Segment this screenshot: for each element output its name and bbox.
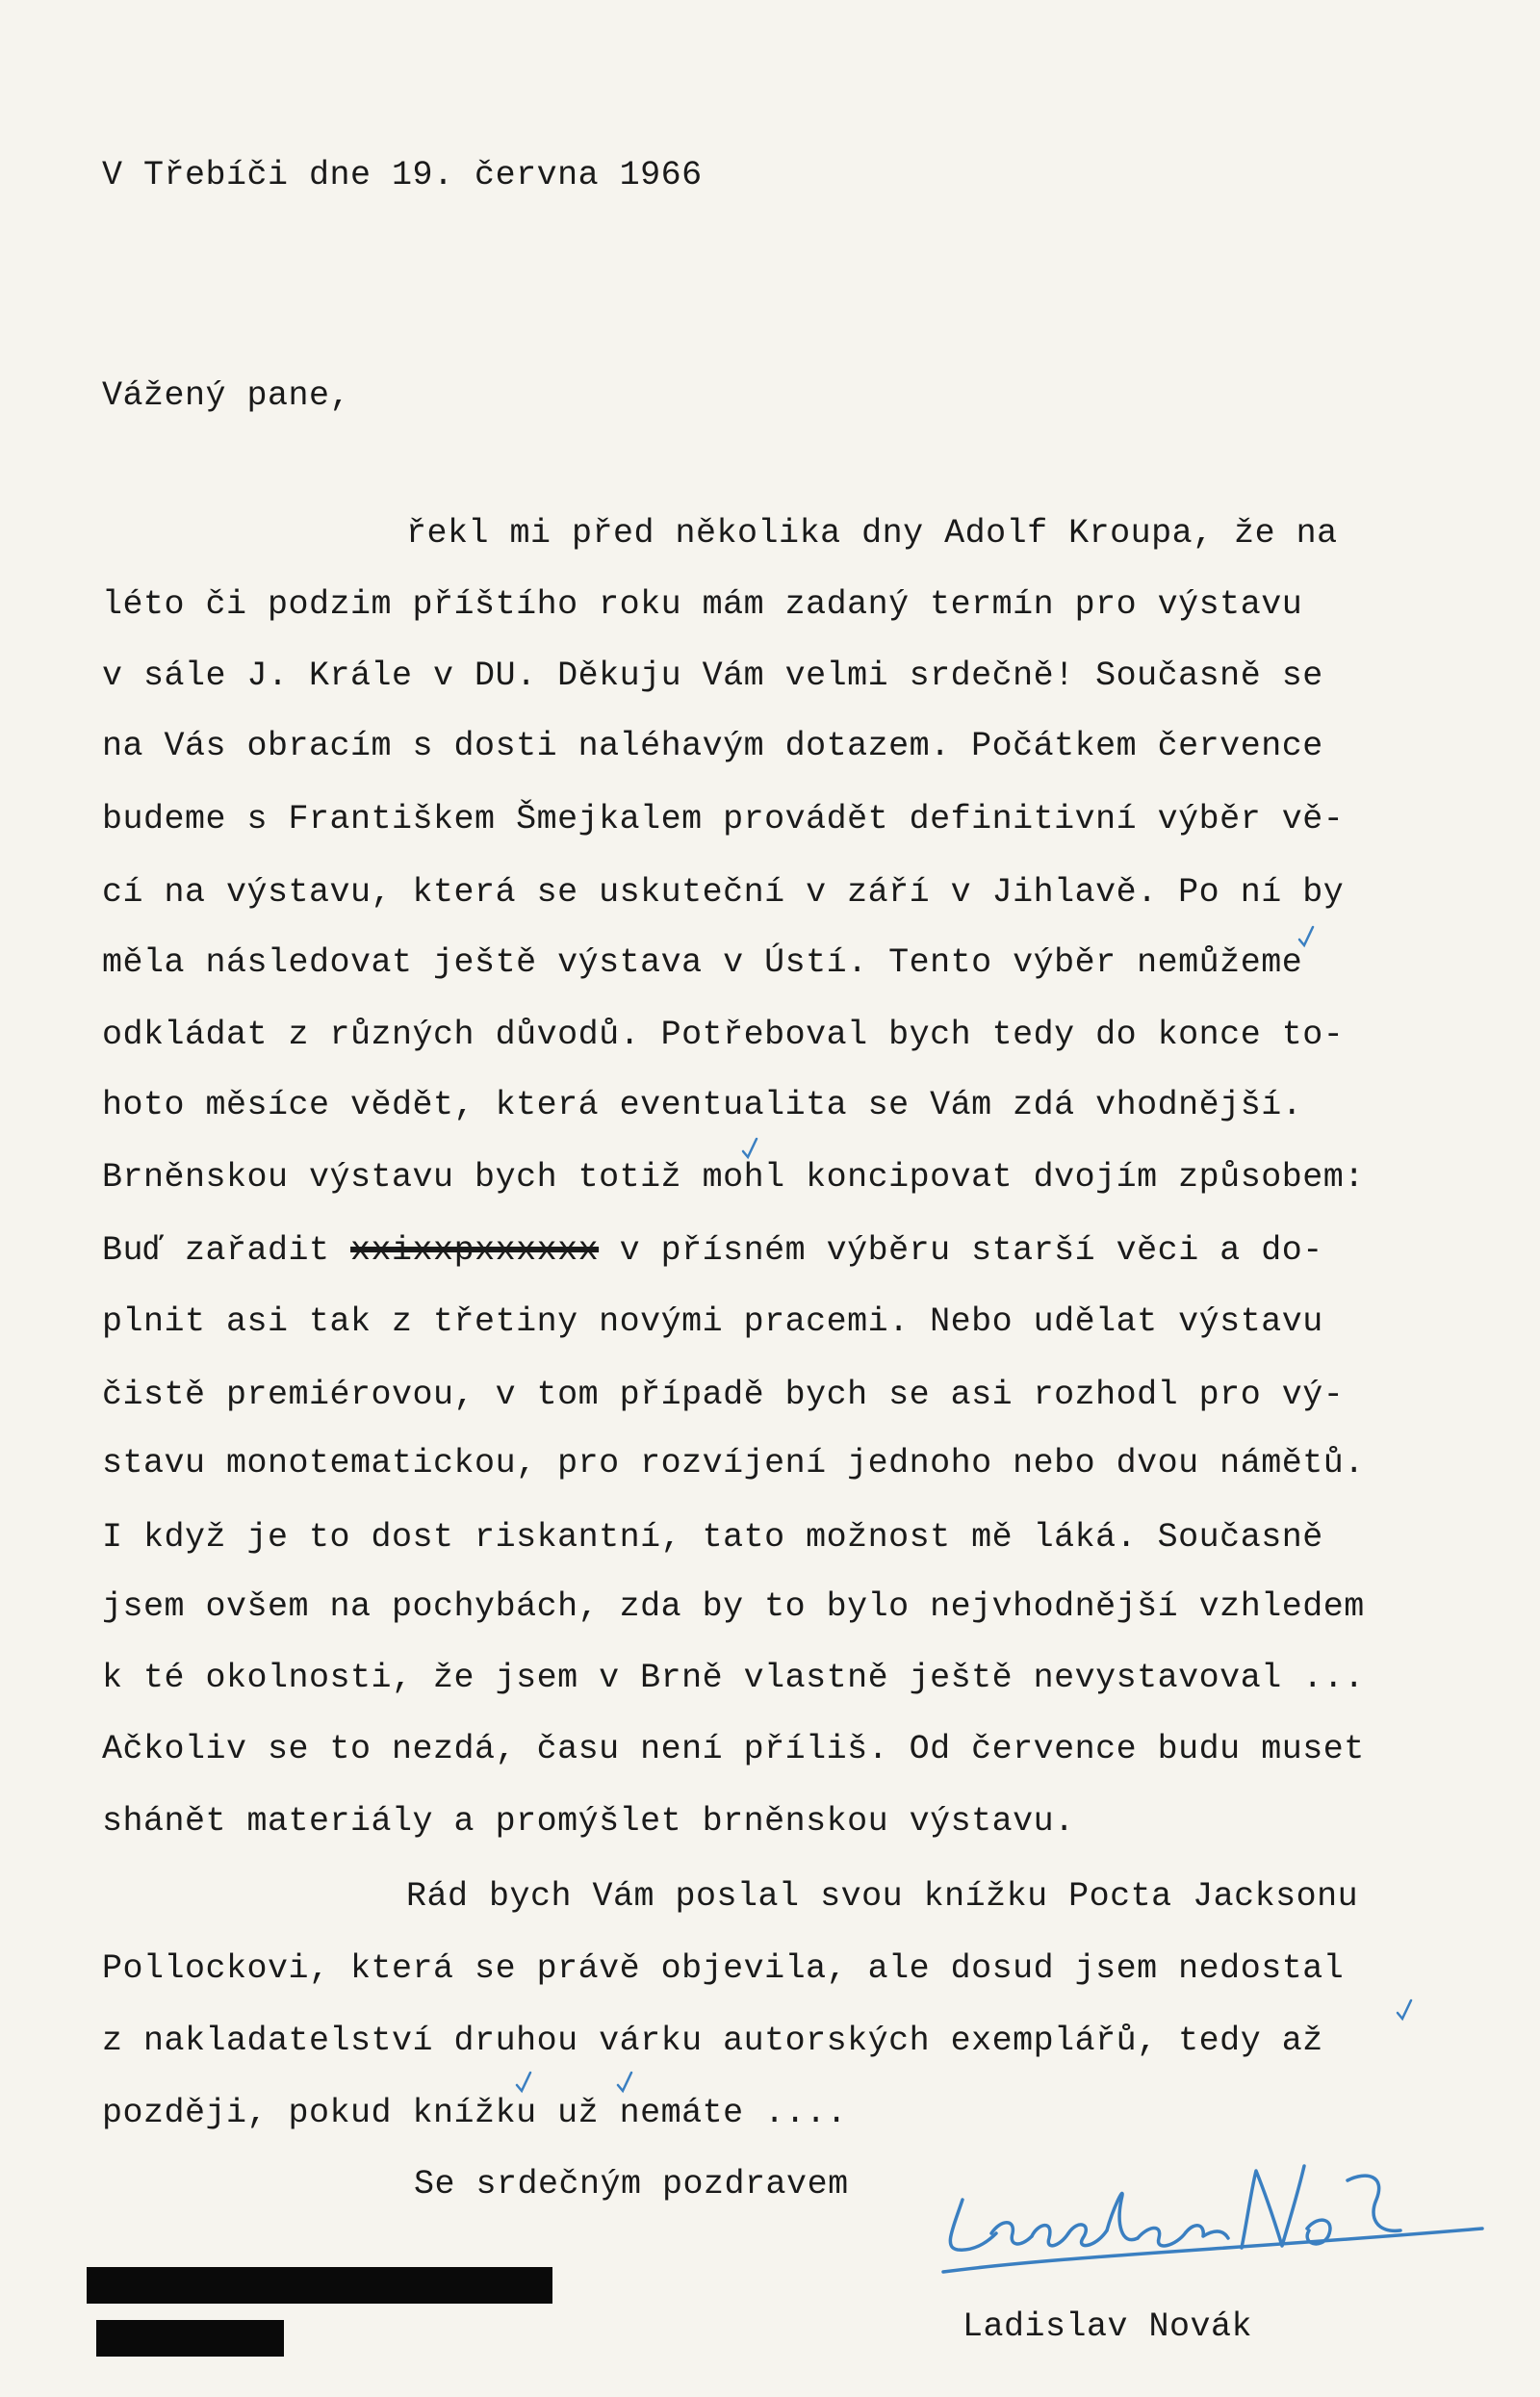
letter-closing: Se srdečným pozdravem — [414, 2165, 849, 2204]
body-line: budeme s Františkem Šmejkalem provádět definitivní výběr vě- — [102, 800, 1345, 838]
body-line: Rád bych Vám poslal svou knížku Pocta Jacksonu — [406, 1877, 1359, 1916]
body-line: I když je to dost riskantní, tato možnost mě láká. Současně — [102, 1518, 1323, 1557]
check-mark-icon — [741, 1136, 758, 1161]
redaction-bar — [87, 2267, 552, 2304]
check-mark-icon — [616, 2070, 633, 2095]
body-line: stavu monotematickou, pro rozvíjení jednoho nebo dvou námětů. — [102, 1444, 1365, 1482]
body-line: později, pokud knížku už nemáte .... — [102, 2094, 848, 2132]
body-line: na Vás obracím s dosti naléhavým dotazem. Počátkem července — [102, 727, 1323, 765]
signer-name: Ladislav Novák — [962, 2307, 1253, 2346]
body-line: cí na výstavu, která se uskuteční v září v Jihlavě. Po ní by — [102, 873, 1345, 912]
body-line: jsem ovšem na pochybách, zda by to bylo nejvhodnější vzhledem — [102, 1587, 1365, 1626]
body-text: Buď zařadit — [102, 1231, 351, 1270]
body-line: měla následovat ještě výstava v Ústí. Tento výběr nemůžeme — [102, 943, 1303, 982]
check-mark-icon — [515, 2070, 532, 2095]
struck-out-text: xxixxpxxxxxx — [350, 1231, 600, 1270]
body-line: shánět materiály a promýšlet brněnskou výstavu. — [102, 1802, 1075, 1841]
body-line: čistě premiérovou, v tom případě bych se asi rozhodl pro vý- — [102, 1376, 1345, 1414]
body-line: k té okolnosti, že jsem v Brně vlastně ještě nevystavoval ... — [102, 1659, 1365, 1697]
body-line: Ačkoliv se to nezdá, času není příliš. Od července budu muset — [102, 1730, 1365, 1768]
letter-salutation: Vážený pane, — [102, 376, 351, 415]
check-mark-icon — [1396, 1998, 1413, 2023]
body-line: v sále J. Krále v DU. Děkuju Vám velmi srdečně! Současně se — [102, 657, 1323, 695]
body-line: z nakladatelství druhou várku autorských exemplářů, tedy až — [102, 2022, 1323, 2060]
body-line: léto či podzim příštího roku mám zadaný termín pro výstavu — [102, 585, 1303, 624]
redaction-bar — [96, 2320, 284, 2357]
body-line: Brněnskou výstavu bych totiž mohl koncipovat dvojím způsobem: — [102, 1158, 1365, 1197]
letter-date: V Třebíči dne 19. června 1966 — [102, 156, 703, 194]
handwritten-signature — [924, 2142, 1502, 2277]
body-text: v přísném výběru starší věci a do- — [599, 1231, 1323, 1270]
body-line: hoto měsíce vědět, která eventualita se Vám zdá vhodnější. — [102, 1086, 1303, 1124]
body-line: plnit asi tak z třetiny novými pracemi. Nebo udělat výstavu — [102, 1302, 1323, 1341]
check-mark-icon — [1297, 924, 1315, 949]
body-line: řekl mi před několika dny Adolf Kroupa, že na — [406, 514, 1338, 553]
body-line: odkládat z různých důvodů. Potřeboval bych tedy do konce to- — [102, 1016, 1345, 1054]
body-line: Pollockovi, která se právě objevila, ale dosud jsem nedostal — [102, 1949, 1345, 1988]
body-line-with-strikeout — [102, 1231, 1323, 1270]
